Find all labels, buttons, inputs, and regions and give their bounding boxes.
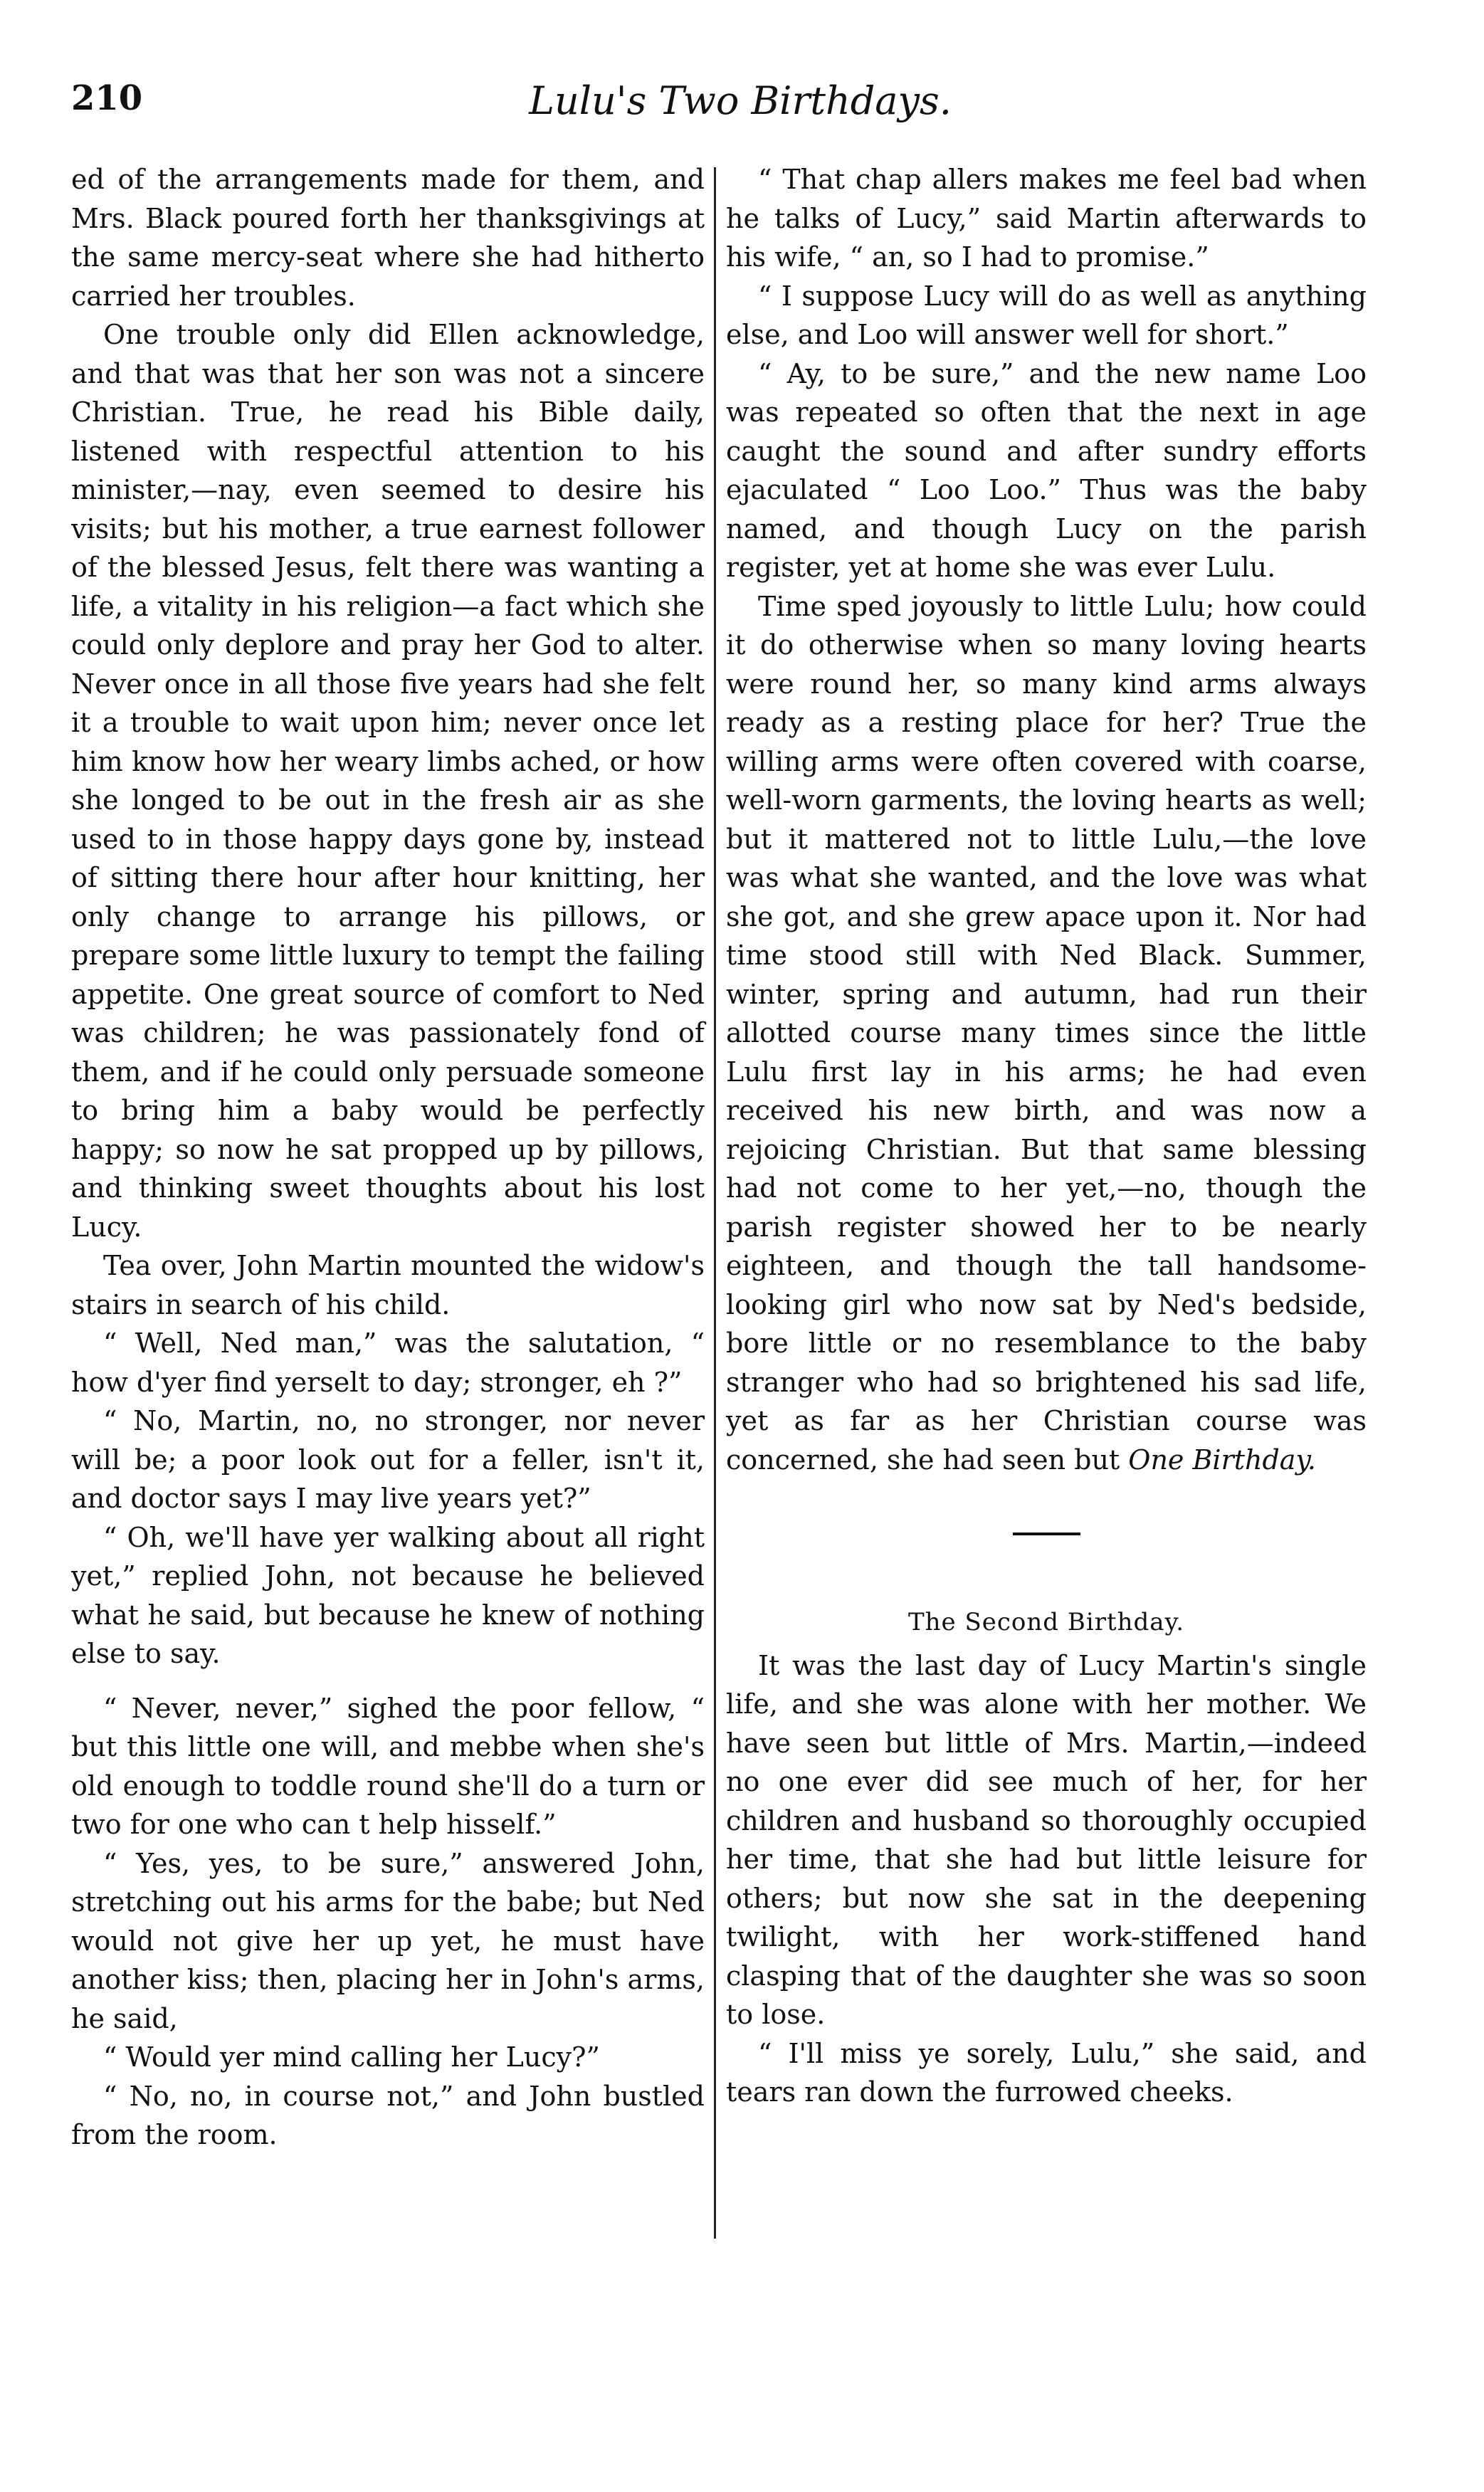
paragraph xyxy=(726,587,1367,1480)
left-column xyxy=(71,160,705,2155)
paragraph: “ No, Martin, no, no stronger, nor never will be; a poor look out for a feller, isn't it, and doctor says I may live years yet?” xyxy=(71,1405,705,1514)
paragraph: “ Well, Ned man,” was the salutation, “ how d'yer find yerselt to day; stronger, eh ?” xyxy=(71,1328,705,1398)
paragraph: It was the last day of Lucy Martin's single life, and she was alone with her mother. We have seen but little of Mrs. Martin,—indeed no one ever did see much of her, for her children and husband so thoroughly occupied her time, that she had but little leisure for others; but now she sat in the deepening twilight, with her work-stiffened hand clasping that of the daughter she was so soon to lose. xyxy=(726,1649,1367,2030)
paragraph: “ I suppose Lucy will do as well as anything else, and Loo will answer well for short.” xyxy=(726,280,1367,350)
page-number: 210 xyxy=(71,78,143,118)
section-rule xyxy=(1013,1532,1080,1535)
section-heading: The Second Birthday. xyxy=(907,1608,1185,1636)
paragraph: “ Yes, yes, to be sure,” answered John, stretching out his arms for the babe; but Ned would not give her up yet, he must have another kiss; then, placing her in John's arms, he said, xyxy=(71,1847,705,2034)
page-header xyxy=(71,78,1409,142)
paragraph: “ No, no, in course not,” and John bustled from the room. xyxy=(71,2080,705,2150)
paragraph: ed of the arrangements made for them, and Mrs. Black poured forth her thanksgivings at the same mercy-seat where she had hitherto carried her troubles. xyxy=(71,164,705,312)
paragraph: “ Never, never,” sighed the poor fellow, “ but this little one will, and mebbe when she's old enough to toddle round she'll do a turn or two for one who can t help hisself.” xyxy=(71,1692,705,1840)
paragraph: “ Ay, to be sure,” and the new name Loo was repeated so often that the next in age caught the sound and after sundry efforts ejaculated “ Loo Loo.” Thus was the baby named, and though Lucy on the parish register, yet at home she was ever Lulu. xyxy=(726,357,1367,583)
paragraph: Tea over, John Martin mounted the widow's stairs in search of his child. xyxy=(71,1250,705,1320)
paragraph: “ Oh, we'll have yer walking about all right yet,” replied John, not because he believed what he said, but because he knew of nothing else to say. xyxy=(71,1521,705,1669)
paragraph: “ Would yer mind calling her Lucy?” xyxy=(103,2041,600,2073)
right-column xyxy=(726,160,1367,2112)
paragraph: “ That chap allers makes me feel bad when he talks of Lucy,” said Martin afterwards to his wife, “ an, so I had to promise.” xyxy=(726,164,1367,273)
paragraph: “ I'll miss ye sorely, Lulu,” she said, and tears ran down the furrowed cheeks. xyxy=(726,2037,1367,2108)
italic-emphasis: One Birthday. xyxy=(1128,1444,1316,1476)
running-title: Lulu's Two Birthdays. xyxy=(529,78,952,123)
column-divider xyxy=(714,167,716,2239)
paragraph-text: Time sped joyously to little Lulu; how could it do otherwise when so many loving hearts were round her, so many kind arms always ready as a resting place for her? True the willing arms were often covered with coarse, well-worn garments, the loving hearts as well; but it mattered not to little Lulu,—the love was what she wanted, and the love was what she got, and she grew apace upon it. Nor had time stood still with Ned Black. Summer, winter, spring and autumn, had run their allotted course many times since the little Lulu first lay in his arms; he had even received his new birth, and was now a rejoicing Christian. But that same blessing had not come to her yet,—no, though the parish register showed her to be nearly eighteen, and though the tall handsome-looking girl who now sat by Ned's bedside, bore little or no resemblance to the baby stranger who had so brightened his sad life, yet as far as her Christian course was concerned, she had seen but xyxy=(726,590,1367,1476)
paragraph: One trouble only did Ellen acknowledge, and that was that her son was not a sincere Christian. True, he read his Bible daily, listened with respectful attention to his minister,—nay, even seemed to desire his visits; but his mother, a true earnest follower of the blessed Jesus, felt there was wanting a life, a vitality in his religion—a fact which she could only deplore and pray her God to alter. Never once in all those five years had she felt it a trouble to wait upon him; never once let him know how her weary limbs ached, or how she longed to be out in the fresh air as she used to in those happy days gone by, instead of sitting there hour after hour knitting, her only change to arrange his pillows, or prepare some little luxury to tempt the failing appetite. One great source of comfort to Ned was children; he was passionately fond of them, and if he could only persuade someone to bring him a baby would be perfectly happy; so now he sat propped up by pillows, and thinking sweet thoughts about his lost Lucy. xyxy=(71,319,705,1243)
